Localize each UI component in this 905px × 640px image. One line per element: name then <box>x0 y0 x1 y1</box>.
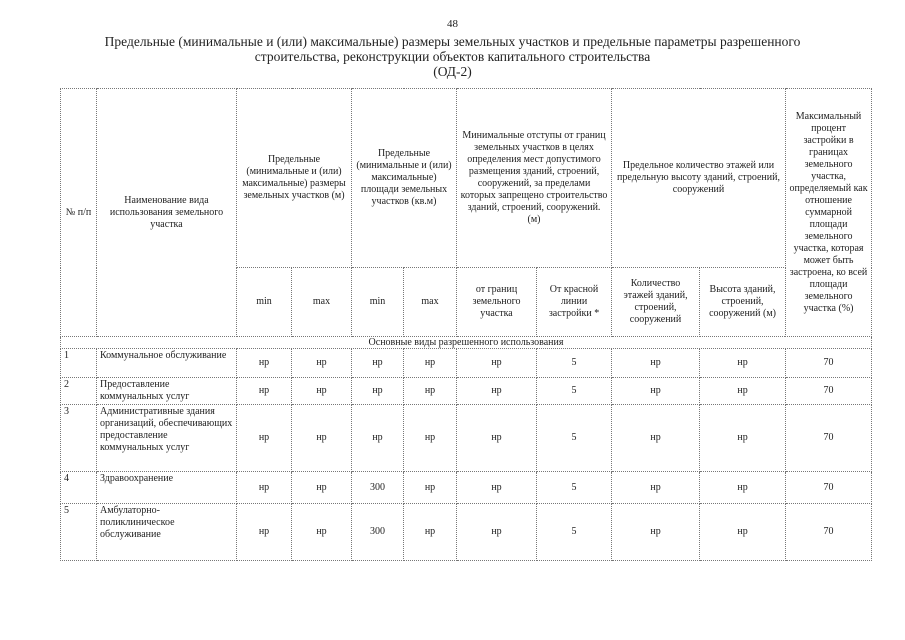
red-line: 5 <box>537 405 612 472</box>
area-min: нр <box>352 405 404 472</box>
size-min: нр <box>237 405 292 472</box>
floors: нр <box>612 504 700 561</box>
coverage: 70 <box>786 349 872 378</box>
floors: нр <box>612 405 700 472</box>
area-max: нр <box>404 349 457 378</box>
header-size: Предельные (минимальные и (или) максимальные) размеры земельных участков (м) <box>237 89 352 268</box>
area-min: 300 <box>352 472 404 504</box>
header-size-min: min <box>237 268 292 337</box>
header-size-max: max <box>292 268 352 337</box>
title-line-2: строительства, реконструкции объектов капитального строительства <box>254 49 651 64</box>
row-num: 1 <box>61 349 97 378</box>
row-num: 3 <box>61 405 97 472</box>
header-setback: Минимальные отступы от границ земельных участков в целях определения мест допустимого размещения зданий, строений, сооружений, за пределами которых запрещено строительство зданий, строений, сооружений. (м) <box>457 89 612 268</box>
red-line: 5 <box>537 504 612 561</box>
header-area-max: max <box>404 268 457 337</box>
header-area: Предельные (минимальные и (или) максимальные) площади земельных участков (кв.м) <box>352 89 457 268</box>
size-max: нр <box>292 349 352 378</box>
floors: нр <box>612 349 700 378</box>
floors: нр <box>612 472 700 504</box>
area-max: нр <box>404 378 457 405</box>
section-title: Основные виды разрешенного использования <box>61 337 872 349</box>
floors: нр <box>612 378 700 405</box>
header-from-red-line: От красной линии застройки * <box>537 268 612 337</box>
area-min: нр <box>352 349 404 378</box>
row-name: Коммунальное обслуживание <box>97 349 237 378</box>
from-borders: нр <box>457 472 537 504</box>
page-number: 48 <box>447 18 458 30</box>
table-row <box>61 378 872 405</box>
red-line: 5 <box>537 349 612 378</box>
from-borders: нр <box>457 504 537 561</box>
row-name: Амбулаторно-поликлиническое обслуживание <box>97 504 237 561</box>
row-name: Предоставление коммунальных услуг <box>97 378 237 405</box>
coverage: 70 <box>786 504 872 561</box>
header-coverage: Максимальный процент застройки в границах земельного участка, определяемый как отношение суммарной площади земельного участка, которая может быть застроена, ко всей площади земельного участка (%) <box>786 89 872 337</box>
coverage: 70 <box>786 405 872 472</box>
size-min: нр <box>237 378 292 405</box>
size-min: нр <box>237 504 292 561</box>
size-max: нр <box>292 378 352 405</box>
table-row <box>61 504 872 561</box>
row-num: 2 <box>61 378 97 405</box>
red-line: 5 <box>537 472 612 504</box>
height: нр <box>700 378 786 405</box>
size-max: нр <box>292 504 352 561</box>
size-min: нр <box>237 472 292 504</box>
from-borders: нр <box>457 349 537 378</box>
height: нр <box>700 472 786 504</box>
header-num: № п/п <box>61 89 97 337</box>
header-floor-count: Количество этажей зданий, строений, сооружений <box>612 268 700 337</box>
header-name: Наименование вида использования земельного участка <box>97 89 237 337</box>
document-title <box>40 34 865 79</box>
height: нр <box>700 405 786 472</box>
size-max: нр <box>292 405 352 472</box>
table-row <box>61 349 872 378</box>
table-row <box>61 405 872 472</box>
area-min: нр <box>352 378 404 405</box>
title-line-3: (ОД-2) <box>433 64 472 79</box>
coverage: 70 <box>786 378 872 405</box>
coverage: 70 <box>786 472 872 504</box>
row-name: Здравоохранение <box>97 472 237 504</box>
red-line: 5 <box>537 378 612 405</box>
title-line-1: Предельные (минимальные и (или) максимальные) размеры земельных участков и предельные параметры разрешенного <box>104 34 801 49</box>
height: нр <box>700 504 786 561</box>
header-from-borders: от границ земельного участка <box>457 268 537 337</box>
row-num: 4 <box>61 472 97 504</box>
height: нр <box>700 349 786 378</box>
header-height: Высота зданий, строений, сооружений (м) <box>700 268 786 337</box>
size-min: нр <box>237 349 292 378</box>
size-max: нр <box>292 472 352 504</box>
zoning-parameters-table <box>60 88 872 561</box>
from-borders: нр <box>457 405 537 472</box>
row-name: Административные здания организаций, обеспечивающих предоставление коммунальных услуг <box>97 405 237 472</box>
area-min: 300 <box>352 504 404 561</box>
row-num: 5 <box>61 504 97 561</box>
area-max: нр <box>404 405 457 472</box>
area-max: нр <box>404 472 457 504</box>
from-borders: нр <box>457 378 537 405</box>
header-floors: Предельное количество этажей или предельную высоту зданий, строений, сооружений <box>612 89 786 268</box>
table-row <box>61 472 872 504</box>
header-area-min: min <box>352 268 404 337</box>
area-max: нр <box>404 504 457 561</box>
